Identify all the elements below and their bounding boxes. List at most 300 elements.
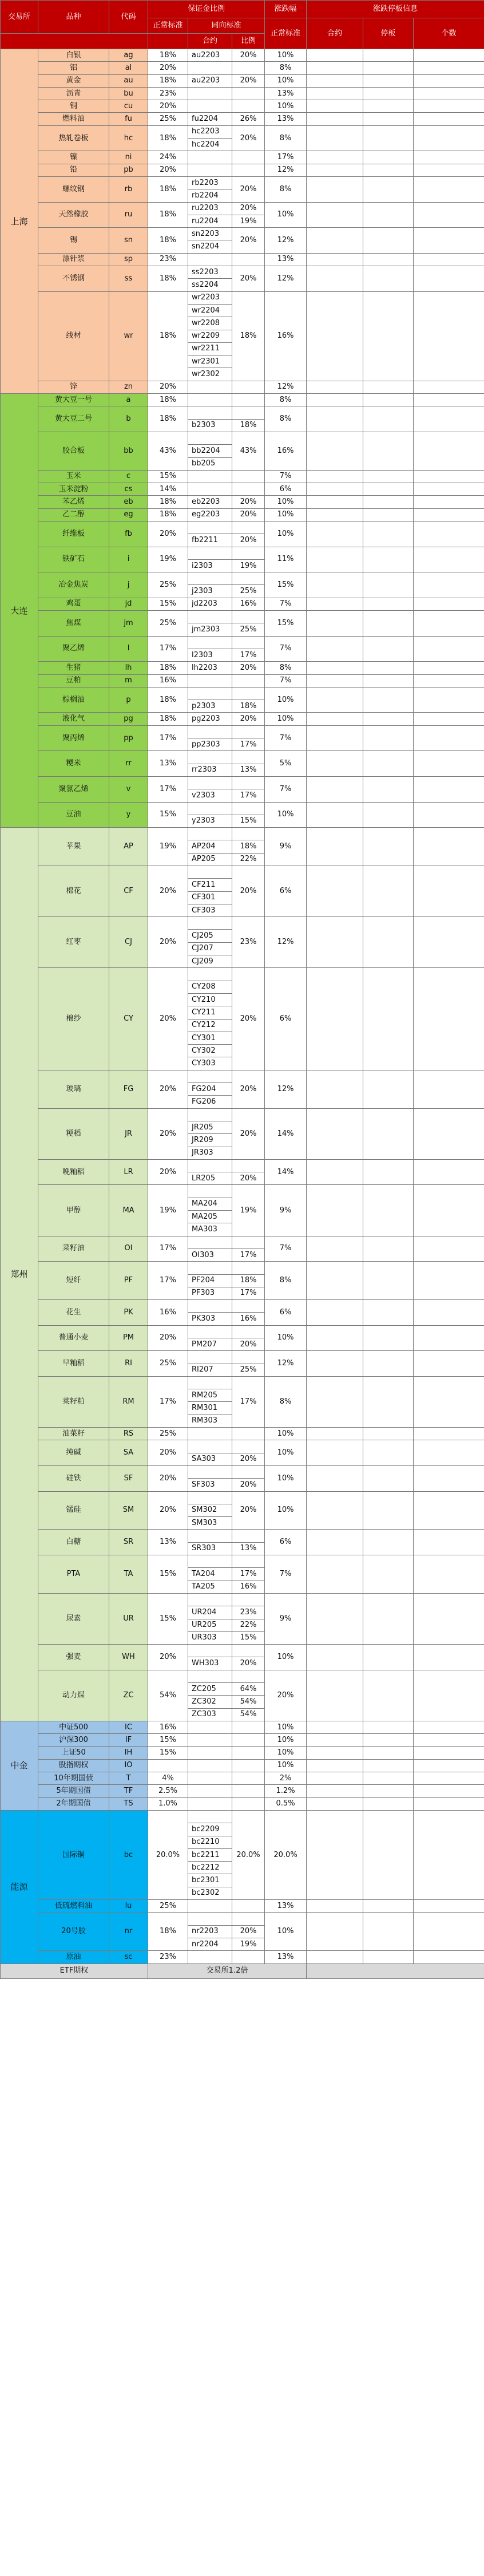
limit-normal: 8% — [265, 176, 307, 202]
delivery-contract: CY210 — [188, 993, 232, 1006]
variety-code: SR — [109, 1530, 148, 1555]
board-days — [414, 866, 484, 917]
margin-normal: 18% — [148, 176, 188, 202]
variety-code: IO — [109, 1759, 148, 1772]
margin-normal: 17% — [148, 1236, 188, 1262]
margin-normal: 18% — [148, 202, 188, 228]
delivery-contract — [188, 483, 232, 496]
board-days — [414, 253, 484, 266]
variety-name: 强麦 — [38, 1645, 109, 1670]
table-row — [1, 470, 484, 483]
board-stop — [363, 521, 414, 547]
board-stop — [363, 802, 414, 828]
margin-normal: 19% — [148, 828, 188, 866]
variety-name: 锡 — [38, 228, 109, 254]
delivery-ratio — [232, 1747, 265, 1759]
board-contract — [307, 164, 363, 176]
delivery-contract — [188, 751, 232, 764]
board-days — [414, 100, 484, 113]
delivery-contract — [188, 1325, 232, 1338]
board-stop — [363, 1376, 414, 1427]
limit-normal: 10% — [265, 1325, 307, 1351]
delivery-contract: MA303 — [188, 1223, 232, 1236]
margin-normal: 17% — [148, 636, 188, 662]
variety-code: LR — [109, 1159, 148, 1185]
delivery-contract — [188, 1645, 232, 1657]
board-contract — [307, 687, 363, 713]
variety-name: 20号胶 — [38, 1913, 109, 1951]
etf-name: ETF期权 — [1, 1963, 148, 1978]
table-row — [1, 253, 484, 266]
variety-code: ru — [109, 202, 148, 228]
delivery-contract — [188, 1159, 232, 1172]
delivery-ratio: 22% — [232, 1619, 265, 1631]
board-days — [414, 1491, 484, 1530]
board-days — [414, 1159, 484, 1185]
delivery-contract — [188, 917, 232, 930]
margin-normal: 25% — [148, 113, 188, 125]
table-row — [1, 572, 484, 585]
board-contract — [307, 1428, 363, 1440]
delivery-ratio — [232, 1759, 265, 1772]
table-row — [1, 636, 484, 649]
variety-code: i — [109, 547, 148, 572]
variety-name: 棕榈油 — [38, 687, 109, 713]
board-stop — [363, 432, 414, 470]
delivery-ratio — [232, 751, 265, 764]
variety-code: wr — [109, 291, 148, 381]
variety-name: 菜籽粕 — [38, 1376, 109, 1427]
table-row — [1, 1951, 484, 1963]
variety-code: PK — [109, 1300, 148, 1326]
delivery-ratio: 20% — [232, 266, 265, 292]
delivery-contract: wr2203 — [188, 291, 232, 304]
board-contract — [307, 406, 363, 432]
board-stop — [363, 253, 414, 266]
board-contract — [307, 470, 363, 483]
delivery-contract: CY302 — [188, 1045, 232, 1057]
delivery-contract — [188, 87, 232, 100]
delivery-contract — [188, 1351, 232, 1364]
delivery-contract: fb2211 — [188, 534, 232, 547]
margin-normal: 15% — [148, 598, 188, 610]
delivery-contract: hc2203 — [188, 125, 232, 138]
variety-name: 天然橡胶 — [38, 202, 109, 228]
board-stop — [363, 496, 414, 508]
variety-code: TS — [109, 1797, 148, 1810]
delivery-contract: AP204 — [188, 840, 232, 853]
board-stop — [363, 202, 414, 228]
board-stop — [363, 1747, 414, 1759]
delivery-ratio — [232, 1555, 265, 1568]
variety-name: 聚乙烯 — [38, 636, 109, 662]
delivery-contract: JR303 — [188, 1147, 232, 1159]
board-contract — [307, 1734, 363, 1747]
board-days — [414, 1300, 484, 1326]
delivery-ratio: 20% — [232, 49, 265, 62]
board-days — [414, 1797, 484, 1810]
table-row — [1, 751, 484, 764]
limit-normal: 12% — [265, 1351, 307, 1377]
delivery-contract — [188, 828, 232, 840]
variety-code: IF — [109, 1734, 148, 1747]
delivery-ratio: 18% — [232, 419, 265, 432]
limit-normal: 8% — [265, 662, 307, 674]
board-days — [414, 1721, 484, 1733]
variety-code: rr — [109, 751, 148, 777]
limit-normal: 10% — [265, 1465, 307, 1491]
variety-name: 10年期国债 — [38, 1772, 109, 1785]
limit-normal: 10% — [265, 713, 307, 725]
board-days — [414, 176, 484, 202]
variety-name: 焦煤 — [38, 611, 109, 637]
board-days — [414, 1351, 484, 1377]
delivery-contract — [188, 1772, 232, 1785]
delivery-contract: UR303 — [188, 1631, 232, 1644]
table-row — [1, 62, 484, 74]
board-stop — [363, 547, 414, 572]
delivery-contract: l2303 — [188, 649, 232, 661]
variety-name: 锌 — [38, 381, 109, 393]
margin-normal: 19% — [148, 1185, 188, 1236]
board-days — [414, 1900, 484, 1913]
variety-name: 晚籼稻 — [38, 1159, 109, 1185]
delivery-ratio: 16% — [232, 598, 265, 610]
board-days — [414, 1262, 484, 1300]
variety-name: 甲醇 — [38, 1185, 109, 1236]
table-row — [1, 432, 484, 444]
variety-name: 短纤 — [38, 1262, 109, 1300]
board-contract — [307, 1440, 363, 1466]
variety-name: 胶合板 — [38, 432, 109, 470]
board-stop — [363, 1325, 414, 1351]
board-contract — [307, 253, 363, 266]
margin-normal: 20% — [148, 1159, 188, 1185]
variety-code: sc — [109, 1951, 148, 1963]
board-stop — [363, 1670, 414, 1721]
delivery-contract: CY303 — [188, 1057, 232, 1070]
delivery-contract: nr2203 — [188, 1925, 232, 1938]
board-stop — [363, 1913, 414, 1951]
variety-code: sp — [109, 253, 148, 266]
board-stop — [363, 1491, 414, 1530]
delivery-ratio: 18% — [232, 700, 265, 713]
table-row — [1, 828, 484, 840]
limit-normal: 5% — [265, 751, 307, 777]
board-days — [414, 725, 484, 751]
variety-name: 花生 — [38, 1300, 109, 1326]
delivery-contract: y2303 — [188, 815, 232, 827]
delivery-ratio — [232, 394, 265, 406]
board-contract — [307, 751, 363, 777]
variety-name: 黄大豆一号 — [38, 394, 109, 406]
variety-name: 白银 — [38, 49, 109, 62]
table-row — [1, 1810, 484, 1823]
variety-code: PM — [109, 1325, 148, 1351]
limit-normal: 16% — [265, 291, 307, 381]
board-days — [414, 228, 484, 254]
delivery-ratio — [232, 611, 265, 623]
variety-code: ss — [109, 266, 148, 292]
limit-normal: 9% — [265, 828, 307, 866]
delivery-ratio: 25% — [232, 1364, 265, 1376]
board-contract — [307, 508, 363, 521]
delivery-ratio: 19% — [232, 1185, 265, 1236]
delivery-ratio — [232, 636, 265, 649]
table-row — [1, 1593, 484, 1606]
limit-normal: 10% — [265, 802, 307, 828]
delivery-ratio: 13% — [232, 1542, 265, 1555]
delivery-contract: b2303 — [188, 419, 232, 432]
delivery-contract — [188, 1185, 232, 1198]
header-exchange: 交易所 — [1, 1, 38, 34]
board-contract — [307, 1185, 363, 1236]
delivery-ratio — [232, 1236, 265, 1249]
delivery-contract: ss2203 — [188, 266, 232, 279]
board-stop — [363, 1772, 414, 1785]
margin-normal: 25% — [148, 611, 188, 637]
board-days — [414, 1376, 484, 1427]
board-stop — [363, 917, 414, 968]
board-contract — [307, 674, 363, 687]
delivery-ratio — [232, 521, 265, 534]
variety-name: 早籼稻 — [38, 1351, 109, 1377]
margin-normal: 18% — [148, 687, 188, 713]
board-stop — [363, 636, 414, 662]
delivery-ratio — [232, 1797, 265, 1810]
limit-normal: 9% — [265, 1185, 307, 1236]
delivery-ratio: 13% — [232, 764, 265, 776]
table-row — [1, 1108, 484, 1121]
limit-normal: 7% — [265, 470, 307, 483]
table-row — [1, 968, 484, 981]
board-contract — [307, 662, 363, 674]
variety-code: CY — [109, 968, 148, 1070]
board-contract — [307, 202, 363, 228]
delivery-contract — [188, 1593, 232, 1606]
header-variety: 品种 — [38, 1, 109, 34]
variety-name: 螺纹钢 — [38, 176, 109, 202]
board-stop — [363, 611, 414, 637]
delivery-ratio: 54% — [232, 1696, 265, 1708]
delivery-ratio — [232, 1465, 265, 1478]
board-stop — [363, 598, 414, 610]
delivery-contract — [188, 253, 232, 266]
table-row — [1, 1185, 484, 1198]
margin-normal: 20% — [148, 521, 188, 547]
variety-code: c — [109, 470, 148, 483]
delivery-contract — [188, 1785, 232, 1797]
delivery-contract — [188, 1900, 232, 1913]
delivery-contract — [188, 1951, 232, 1963]
table-row — [1, 662, 484, 674]
board-stop — [363, 1645, 414, 1670]
board-days — [414, 828, 484, 866]
delivery-ratio: 20% — [232, 866, 265, 917]
delivery-contract: JR205 — [188, 1121, 232, 1133]
board-contract — [307, 266, 363, 292]
delivery-contract — [188, 1236, 232, 1249]
limit-normal: 13% — [265, 87, 307, 100]
delivery-contract: ZC303 — [188, 1708, 232, 1721]
limit-normal: 15% — [265, 611, 307, 637]
board-stop — [363, 1300, 414, 1326]
table-row — [1, 1913, 484, 1925]
delivery-ratio: 18% — [232, 840, 265, 853]
margin-normal: 25% — [148, 1900, 188, 1913]
delivery-ratio — [232, 1262, 265, 1274]
header-spacer — [1, 34, 148, 49]
table-row — [1, 1262, 484, 1274]
board-stop — [363, 1797, 414, 1810]
exchange-cell: 中金 — [1, 1721, 38, 1810]
variety-name: 聚丙烯 — [38, 725, 109, 751]
variety-name: 红枣 — [38, 917, 109, 968]
etf-blank — [307, 1963, 484, 1978]
table-row — [1, 87, 484, 100]
board-contract — [307, 49, 363, 62]
exchange-cell: 能源 — [1, 1810, 38, 1963]
variety-name: 菜籽油 — [38, 1236, 109, 1262]
delivery-ratio — [232, 547, 265, 559]
board-days — [414, 381, 484, 393]
delivery-ratio: 19% — [232, 1938, 265, 1950]
variety-name: 液化气 — [38, 713, 109, 725]
delivery-ratio — [232, 828, 265, 840]
delivery-ratio: 19% — [232, 559, 265, 572]
table-row — [1, 49, 484, 62]
board-contract — [307, 968, 363, 1070]
board-stop — [363, 1262, 414, 1300]
delivery-contract: RI207 — [188, 1364, 232, 1376]
board-contract — [307, 917, 363, 968]
board-days — [414, 611, 484, 637]
board-days — [414, 483, 484, 496]
board-stop — [363, 113, 414, 125]
board-stop — [363, 1428, 414, 1440]
delivery-contract: pp2303 — [188, 738, 232, 751]
limit-normal: 8% — [265, 1262, 307, 1300]
board-stop — [363, 87, 414, 100]
table-row — [1, 1797, 484, 1810]
delivery-ratio: 20.0% — [232, 1810, 265, 1899]
variety-name: 铁矿石 — [38, 547, 109, 572]
delivery-contract: CY208 — [188, 981, 232, 993]
margin-normal: 16% — [148, 1721, 188, 1733]
table-row — [1, 202, 484, 215]
margin-normal: 20% — [148, 1465, 188, 1491]
limit-normal: 20.0% — [265, 1810, 307, 1899]
exchange-cell: 上海 — [1, 49, 38, 394]
delivery-contract: wr2302 — [188, 368, 232, 381]
table-header — [1, 1, 484, 49]
delivery-contract: CF211 — [188, 879, 232, 891]
limit-normal: 14% — [265, 1159, 307, 1185]
table-row — [1, 1351, 484, 1364]
delivery-ratio — [232, 483, 265, 496]
board-contract — [307, 381, 363, 393]
margin-normal: 18% — [148, 228, 188, 254]
table-row — [1, 1236, 484, 1249]
board-stop — [363, 674, 414, 687]
board-contract — [307, 1951, 363, 1963]
board-contract — [307, 1108, 363, 1159]
board-stop — [363, 266, 414, 292]
board-contract — [307, 1593, 363, 1644]
board-contract — [307, 802, 363, 828]
delivery-ratio: 18% — [232, 1274, 265, 1287]
delivery-contract: PF204 — [188, 1274, 232, 1287]
margin-normal: 20% — [148, 1108, 188, 1159]
delivery-ratio: 22% — [232, 853, 265, 866]
delivery-ratio — [232, 1645, 265, 1657]
margin-normal: 20.0% — [148, 1810, 188, 1899]
margin-normal: 18% — [148, 125, 188, 151]
board-contract — [307, 1810, 363, 1899]
delivery-ratio: 23% — [232, 1606, 265, 1619]
table-row — [1, 1670, 484, 1682]
variety-code: cu — [109, 100, 148, 113]
delivery-contract — [188, 1070, 232, 1082]
board-stop — [363, 662, 414, 674]
margin-normal: 18% — [148, 1913, 188, 1951]
board-stop — [363, 1185, 414, 1236]
delivery-contract: CY212 — [188, 1019, 232, 1032]
variety-name: 燃料油 — [38, 113, 109, 125]
delivery-ratio: 17% — [232, 649, 265, 661]
variety-name: 中证500 — [38, 1721, 109, 1733]
limit-normal: 10% — [265, 1721, 307, 1733]
table-row — [1, 266, 484, 279]
variety-name: 棉花 — [38, 866, 109, 917]
board-days — [414, 1185, 484, 1236]
delivery-ratio: 15% — [232, 815, 265, 827]
limit-normal: 7% — [265, 725, 307, 751]
board-stop — [363, 725, 414, 751]
limit-normal: 11% — [265, 547, 307, 572]
header-delivery-std: 同向标准 — [188, 18, 265, 34]
table-row — [1, 1428, 484, 1440]
table-row — [1, 866, 484, 879]
margin-normal: 18% — [148, 266, 188, 292]
board-days — [414, 572, 484, 598]
board-contract — [307, 87, 363, 100]
variety-code: pb — [109, 164, 148, 176]
limit-normal: 2% — [265, 1772, 307, 1785]
board-contract — [307, 1351, 363, 1377]
delivery-ratio — [232, 1325, 265, 1338]
board-stop — [363, 1593, 414, 1644]
table-row — [1, 508, 484, 521]
table-row — [1, 547, 484, 559]
board-stop — [363, 1900, 414, 1913]
delivery-ratio — [232, 1785, 265, 1797]
delivery-contract — [188, 1734, 232, 1747]
variety-name: 油菜籽 — [38, 1428, 109, 1440]
board-days — [414, 1555, 484, 1594]
delivery-contract: OI303 — [188, 1249, 232, 1261]
limit-normal: 10% — [265, 1428, 307, 1440]
table-row — [1, 1555, 484, 1568]
board-stop — [363, 1465, 414, 1491]
delivery-ratio — [232, 802, 265, 815]
variety-name: 普通小麦 — [38, 1325, 109, 1351]
delivery-ratio: 20% — [232, 1491, 265, 1530]
delivery-ratio — [232, 1428, 265, 1440]
variety-name: 粳稻 — [38, 1108, 109, 1159]
delivery-contract: JR209 — [188, 1134, 232, 1147]
board-days — [414, 74, 484, 87]
